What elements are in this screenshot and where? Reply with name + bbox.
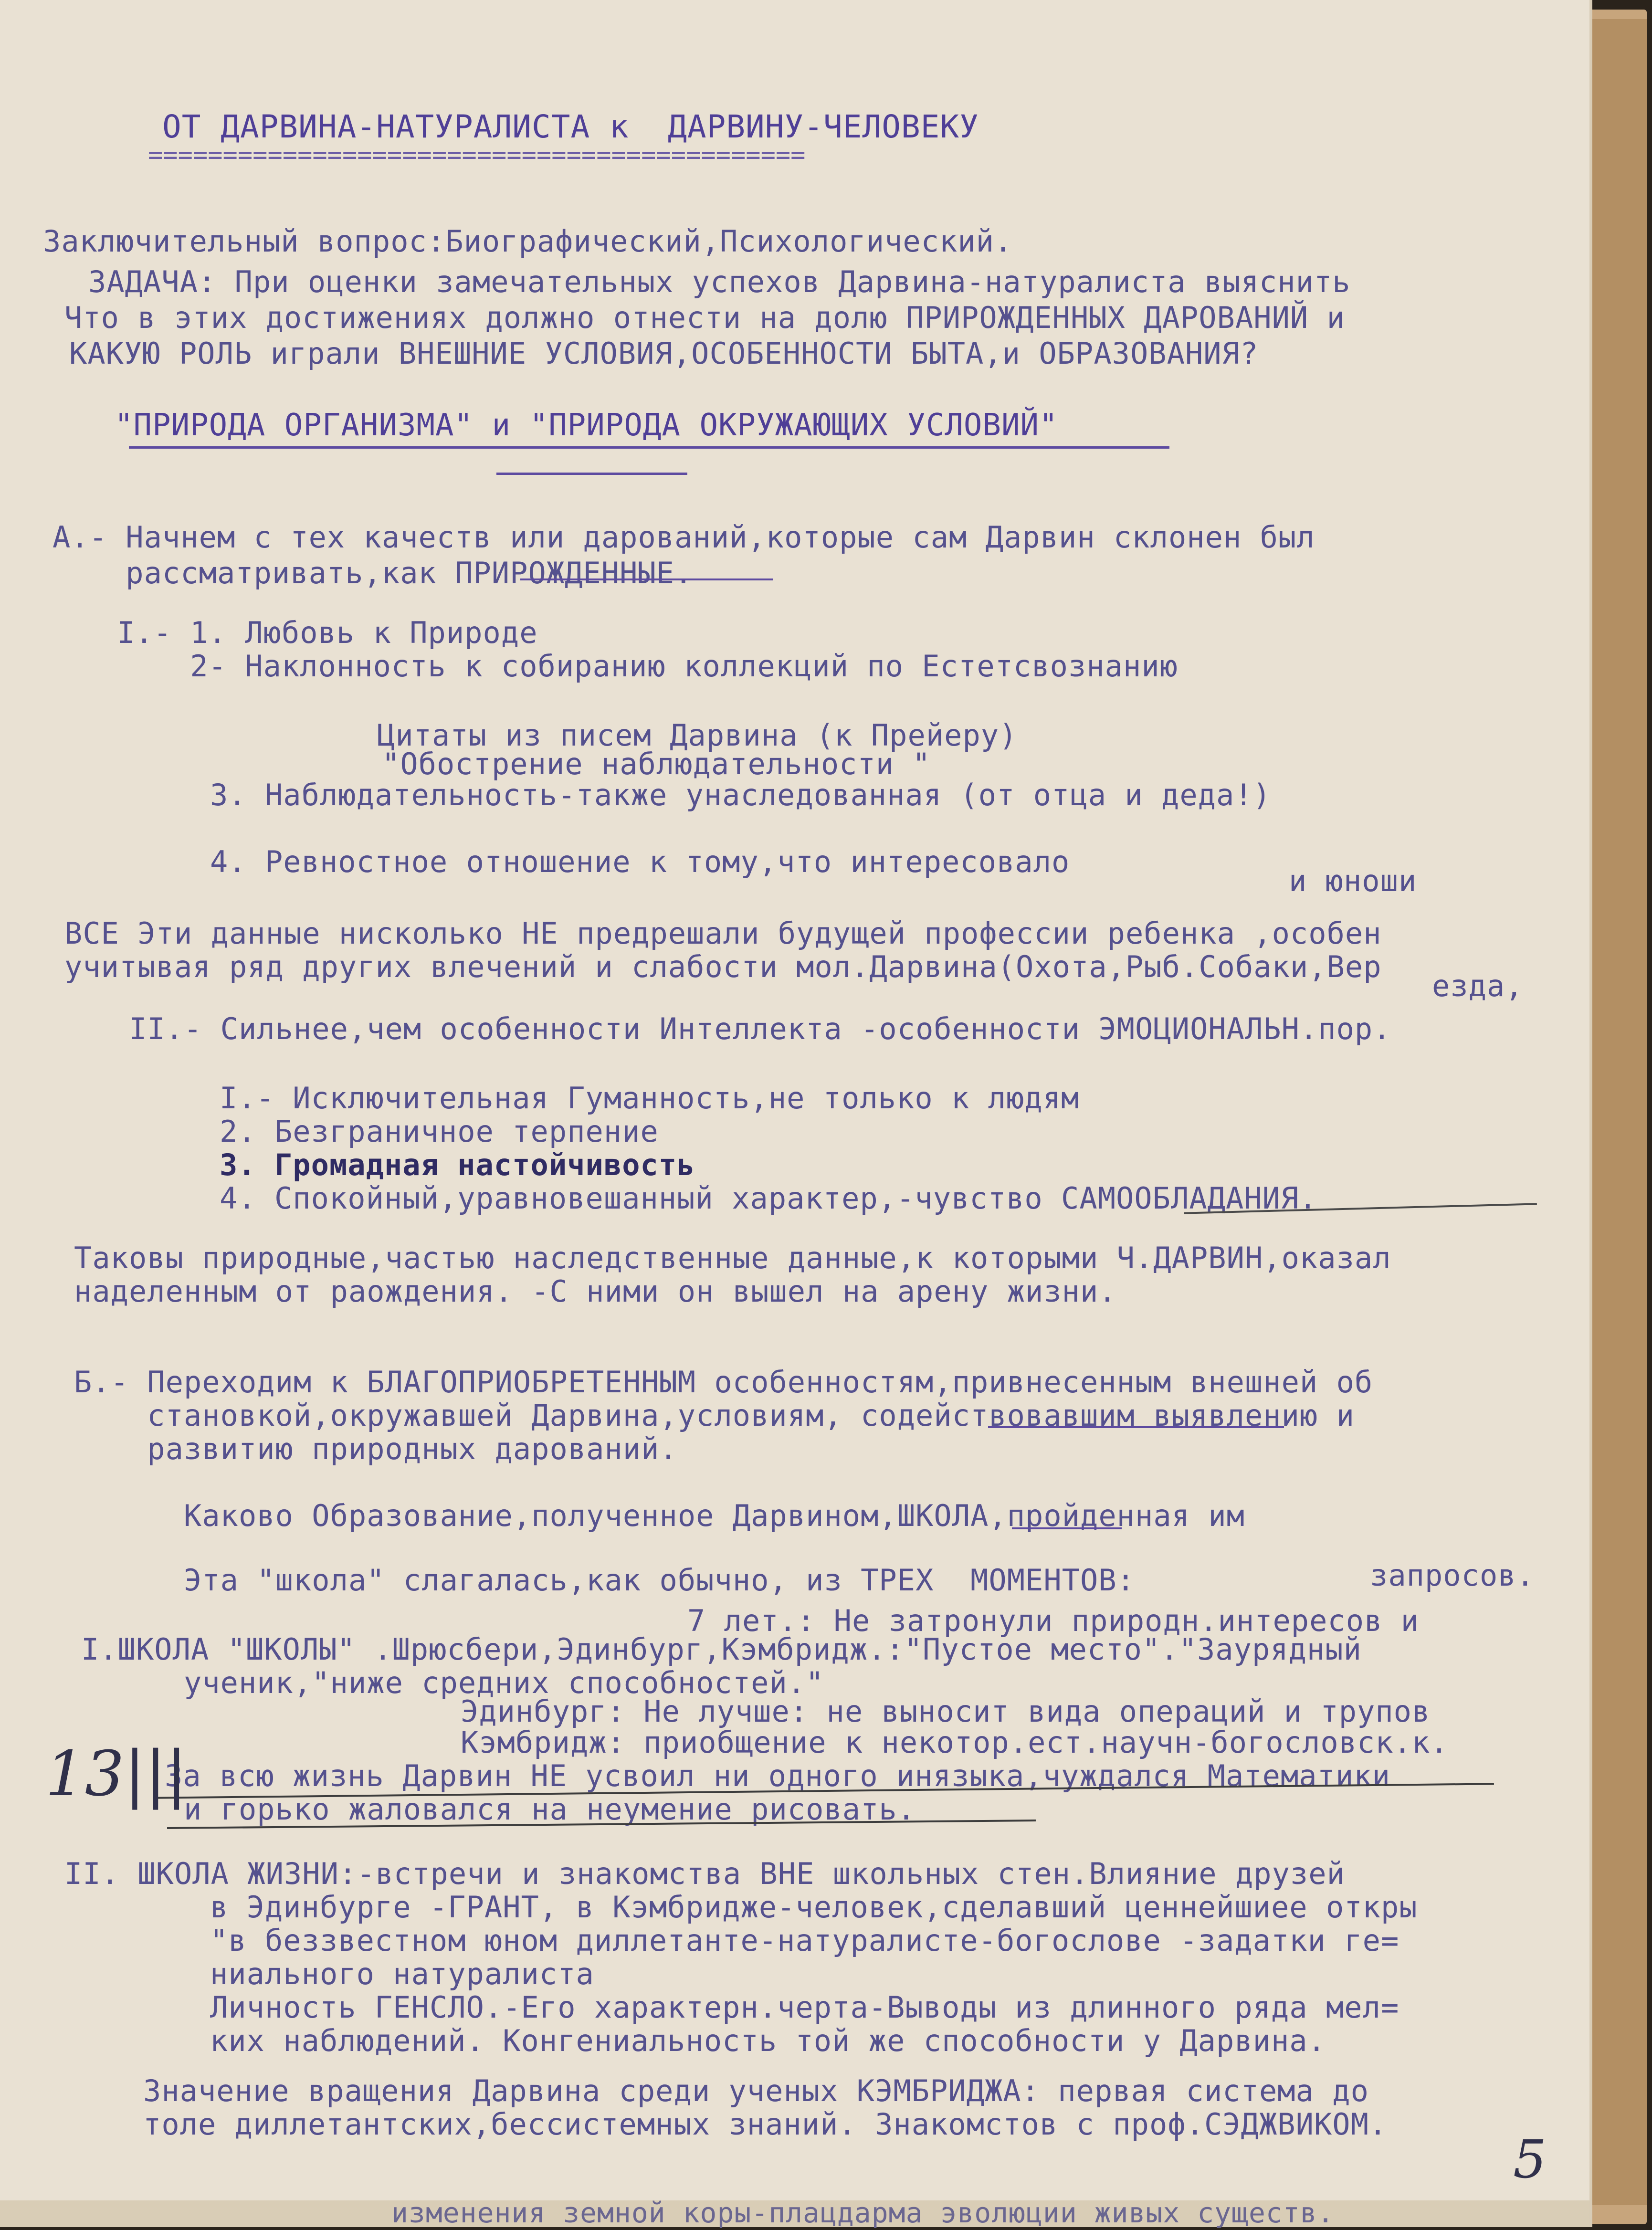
school-underline xyxy=(1012,1527,1122,1529)
education-line: Каково Образование,полученное Дарвином,ШКОЛА,пройденная им xyxy=(184,1498,1245,1533)
contributing-underline xyxy=(988,1426,1284,1428)
summary-line-2: наделенным от раождения. -С ними он вышел на арену жизни. xyxy=(74,1274,1117,1309)
section-b-line-1: Б.- Переходим к БЛАГОПРИОБРЕТЕННЫМ особенностям,привнесенным внешней об xyxy=(74,1365,1373,1399)
subtitle-short-rule xyxy=(496,473,687,475)
section-b-line-3: развитию природных дарований. xyxy=(74,1431,678,1466)
section-b-line-2: становкой,окружавшей Дарвина,условиям, содействовавшим выявлению и xyxy=(74,1398,1355,1433)
school-of-life-line-3: "в беззвестном юном диллетанте-натуралисте-богослове -задатки ге= xyxy=(210,1923,1399,1958)
list-2-header: II.- Сильнее,чем особенности Интеллекта -особенности ЭМОЦИОНАЛЬН.пор. xyxy=(129,1011,1391,1046)
subtitle-underline xyxy=(129,446,1169,449)
list-1-item-4: 4. Ревностное отношение к тому,что интересовало xyxy=(210,844,1070,879)
cambridge-line-2: толе диллетантских,бессистемных знаний. Знакомстов с проф.СЭДЖВИКОМ. xyxy=(143,2107,1388,2142)
list-1-item-2: 2- Наклонность к собиранию коллекций по Естетсвознанию xyxy=(117,649,1178,684)
section-subtitle: "ПРИРОДА ОРГАНИЗМА" и "ПРИРОДА ОКРУЖАЮЩИХ УСЛОВИЙ" xyxy=(115,408,1058,443)
cambridge-line-1: Значение вращения Дарвина среди ученых КЭМБРИДЖА: первая система до xyxy=(143,2073,1369,2108)
school-of-life-line-5: Личность ГЕНСЛО.-Его характерн.черта-Выводы из длинного ряда мел= xyxy=(210,1990,1399,2025)
final-question: Заключительный вопрос:Биографический,Психологический. xyxy=(43,224,1013,259)
school-block-header: I.ШКОЛА "ШКОЛЫ" .Шрюсбери,Эдинбург,Кэмбридж.:"Пустое место"."Заурядный xyxy=(81,1632,1362,1667)
school-moments: Эта "школа" слагалась,как обычно, из ТРЕХ МОМЕНТОВ: xyxy=(184,1563,1136,1598)
next-page-line: изменения земной коры-плацдарма эволюции живых существ. xyxy=(391,2197,1335,2229)
school-moments-tail: запросов. xyxy=(1370,1558,1535,1593)
list-1-item-1: I.- 1. Любовь к Природе xyxy=(117,615,538,650)
section-a-line-1: А.- Начнем с тех качеств или дарований,которые сам Дарвин склонен был xyxy=(53,520,1315,555)
innate-underline xyxy=(520,579,773,580)
list-2-item-4: 4. Спокойный,уравновешанный характер,-чувство САМООБЛАДАНИЯ. xyxy=(220,1181,1317,1216)
title-underline: ============================================ xyxy=(148,141,806,169)
all-data-line-2: учитывая ряд других влечений и слабости мол.Дарвина(Охота,Рыб.Собаки,Вер xyxy=(64,949,1382,984)
section-a-line-2: рассматривать,как ПРИРОЖДЕННЫЕ. xyxy=(53,556,693,590)
list-2-item-1: I.- Исключительная Гуманность,не только к людям xyxy=(220,1081,1080,1115)
task-line-1: ЗАДАЧА: При оценки замечательных успехов Дарвина-натуралиста выяснить xyxy=(88,264,1351,299)
all-data-line-1: ВСЕ Эти данные нисколько НЕ предрешали будущей профессии ребенка ,особен xyxy=(64,916,1382,951)
school-block-languages: За всю жизнь Дарвин НЕ усвоил ни одного инязыка,чуждался Математики xyxy=(165,1758,1390,1793)
all-data-riding: езда, xyxy=(1432,968,1524,1003)
school-of-life-line-6: ких наблюдений. Конгениальность той же способности у Дарвина. xyxy=(210,2023,1326,2058)
margin-handwritten-note: 13||| xyxy=(45,1737,187,1810)
school-block-drawing: и горько жаловался на неумение рисовать. xyxy=(184,1792,916,1827)
school-of-life-line-4: ниального натуралиста xyxy=(210,1957,594,1991)
task-line-2: Что в этих достижениях должно отнести на долю ПРИРОЖДЕННЫХ ДАРОВАНИЙ и xyxy=(64,300,1345,335)
school-of-life-line-2: в Эдинбурге -ГРАНТ, в Кэмбридже-человек,сделавший ценнейшиее откры xyxy=(210,1890,1418,1925)
page-number: 5 xyxy=(1513,2129,1547,2190)
list-1-item-3: 3. Наблюдательность-также унаследованная (от отца и деда!) xyxy=(210,778,1271,812)
list-2-item-3: 3. Громадная настойчивость xyxy=(220,1147,695,1182)
school-block-cambridge: Кэмбридж: приобщение к некотор.ест.научн-богословск.к. xyxy=(461,1725,1449,1760)
darwin-quote: "Обострение наблюдательности " xyxy=(382,747,931,781)
school-block-edinburgh: Эдинбург: Не лучше: не выносит вида операций и трупов xyxy=(461,1694,1431,1729)
school-of-life-line-1: II. ШКОЛА ЖИЗНИ:-встречи и знакомства ВНЕ школьных стен.Влияние друзей xyxy=(64,1856,1345,1891)
list-1-youth: и юноши xyxy=(1289,863,1417,898)
school-block-student: ученик,"ниже средних способностей." xyxy=(184,1665,824,1700)
darwin-quote-source: Цитаты из писем Дарвина (к Прейеру) xyxy=(377,718,1018,753)
school-block-age: 7 лет.: Не затронули природн.интересов и xyxy=(687,1603,1420,1638)
task-line-3: КАКУЮ РОЛЬ играли ВНЕШНИЕ УСЛОВИЯ,ОСОБЕННОСТИ БЫТА,и ОБРАЗОВАНИЯ? xyxy=(69,336,1259,371)
list-2-item-2: 2. Безграничное терпение xyxy=(220,1114,659,1149)
summary-line-1: Таковы природные,частью наследственные данные,к которыми Ч.ДАРВИН,оказал xyxy=(74,1241,1391,1275)
document-title: ОТ ДАРВИНА-НАТУРАЛИСТА к ДАРВИНУ-ЧЕЛОВЕКУ xyxy=(162,108,979,145)
